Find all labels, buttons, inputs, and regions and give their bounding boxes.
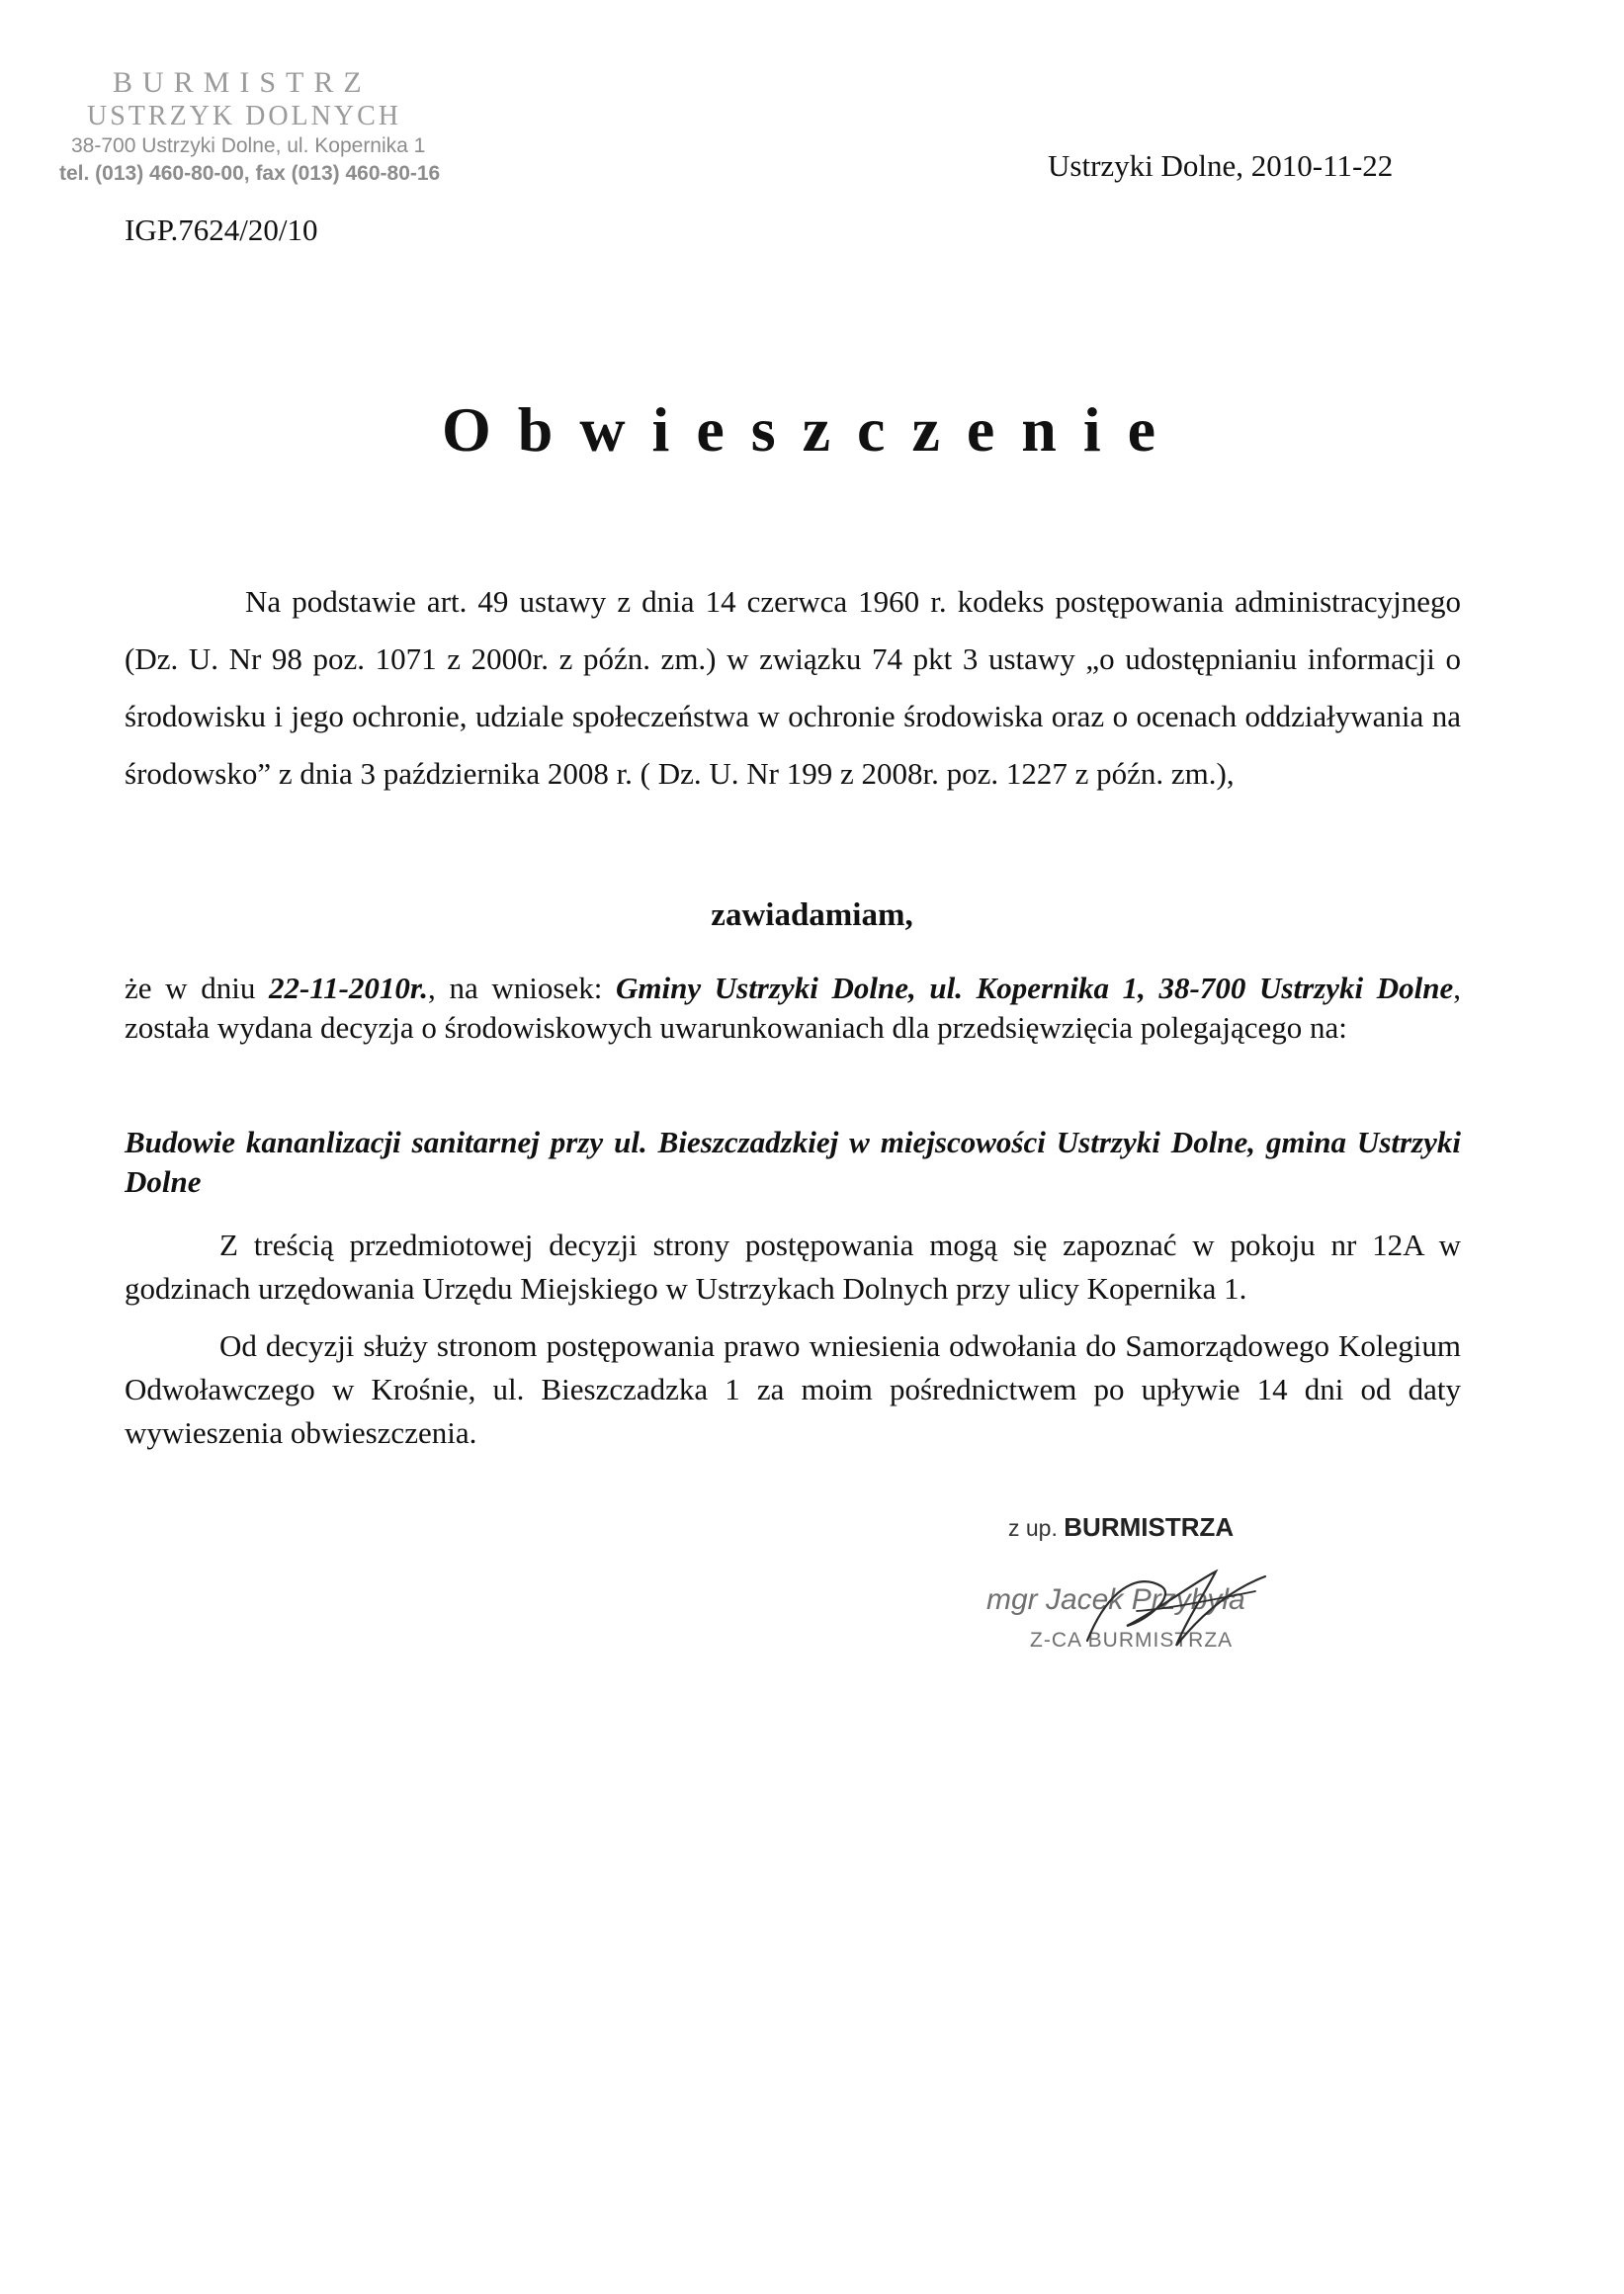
announcement-heading: zawiadamiam, <box>711 897 913 933</box>
signature-on-behalf: z up. <box>1008 1515 1058 1541</box>
signature-name: mgr Jacek Przybyła <box>986 1583 1245 1616</box>
letterhead-phone: tel. (013) 460-80-00, fax (013) 460-80-16 <box>59 162 441 185</box>
notice-paragraph <box>125 969 1461 1048</box>
project-description: Budowie kananlizacji sanitarnej przy ul. Bieszczadzkiej w miejscowości Ustrzyki Dolne, gmina Ustrzyki Dolne <box>125 1125 1461 1199</box>
letterhead-line-2: USTRZYK DOLNYCH <box>87 101 401 131</box>
notice-middle: , na wniosek: <box>428 971 616 1005</box>
notice-date: 22-11-2010r. <box>269 971 429 1005</box>
signature-authority-line <box>1008 1512 1234 1543</box>
letterhead-stamp <box>59 65 474 188</box>
handwritten-signature <box>1068 1552 1285 1680</box>
signature-role: Z-CA BURMISTRZA <box>1030 1629 1234 1652</box>
appeal-paragraph: Od decyzji służy stronom postępowania prawo wniesienia odwołania do Samorządowego Kolegium Odwoławczego w Krośnie, ul. Bieszczadzka 1 za moim pośrednictwem po upływie 14 dni od daty wywieszenia obwieszczenia. <box>125 1328 1461 1450</box>
letterhead-address: 38-700 Ustrzyki Dolne, ul. Kopernika 1 <box>71 134 426 157</box>
letterhead-line-1: BURMISTRZ <box>113 66 372 99</box>
notice-prefix: że w dniu <box>125 971 269 1005</box>
signature-authority: BURMISTRZA <box>1064 1512 1235 1542</box>
intro-paragraph: Na podstawie art. 49 ustawy z dnia 14 czerwca 1960 r. kodeks postępowania administracyjnego (Dz. U. Nr 98 poz. 1071 z 2000r. z późn. zm.) w związku 74 pkt 3 ustawy „o udostępnianiu informacji o środowisku i jego ochronie, udziale społeczeństwa w ochronie środowiska oraz o ocenach oddziaływania na środowsko” z dnia 3 października 2008 r. ( Dz. U. Nr 199 z 2008r. poz. 1227 z późn. zm.), <box>125 584 1461 791</box>
reference-number: IGP.7624/20/10 <box>125 212 318 247</box>
document-date: Ustrzyki Dolne, 2010-11-22 <box>1048 148 1394 183</box>
notice-applicant: Gminy Ustrzyki Dolne, ul. Kopernika 1, 38-700 Ustrzyki Dolne <box>615 971 1454 1005</box>
access-paragraph: Z treścią przedmiotowej decyzji strony postępowania mogą się zapoznać w pokoju nr 12A w godzinach urzędowania Urzędu Miejskiego w Ustrzykach Dolnych przy ulicy Kopernika 1. <box>125 1228 1461 1306</box>
document-title: Obwieszczenie <box>441 394 1183 465</box>
notice-suffix: , została wydana decyzja o środowiskowych uwarunkowaniach dla przedsięwzięcia polegającego na: <box>125 971 1461 1045</box>
